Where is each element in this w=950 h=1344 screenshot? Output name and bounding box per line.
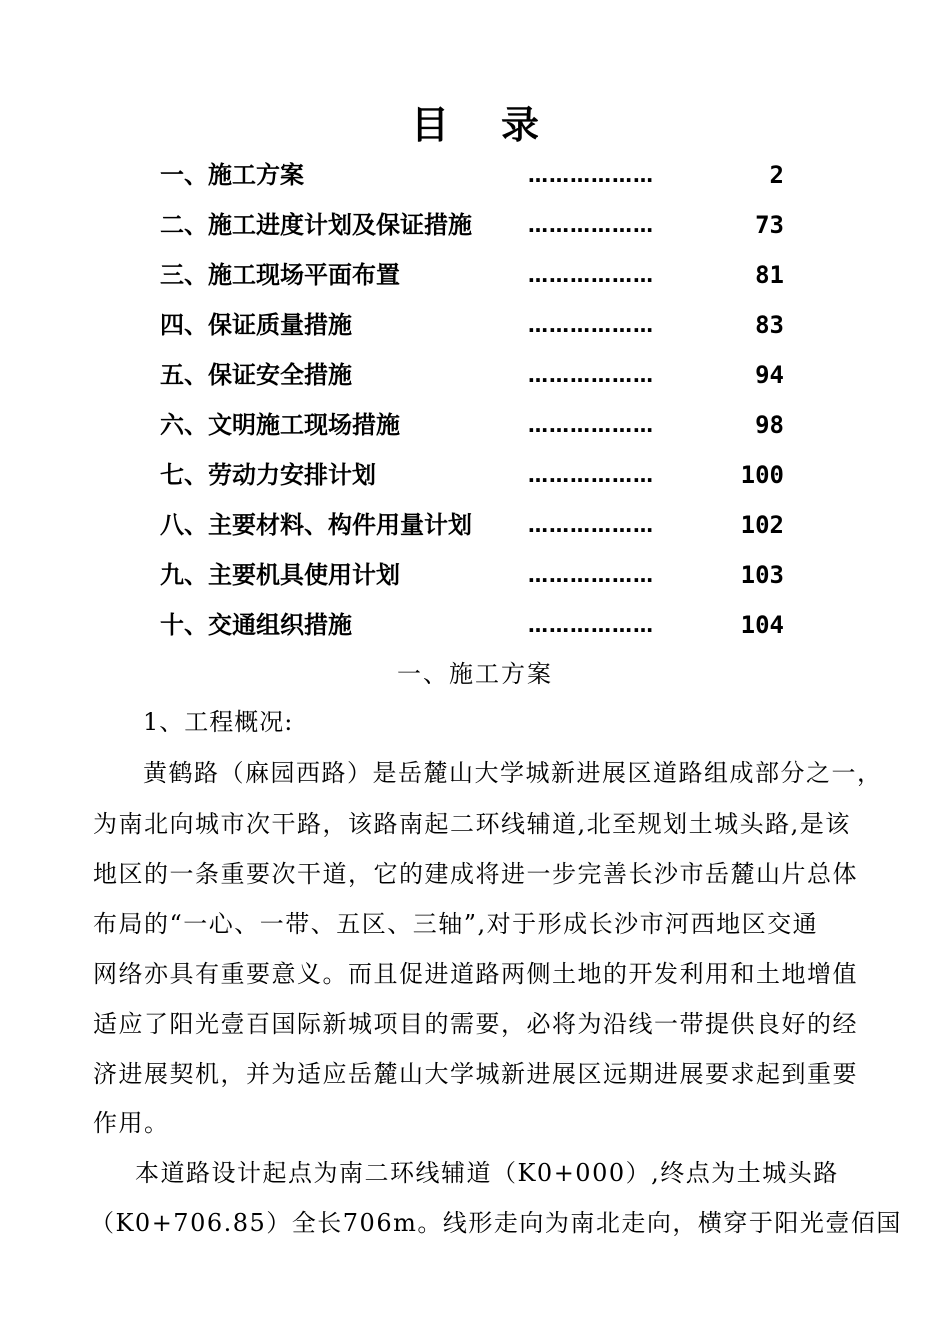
toc-entry-label: 七、劳动力安排计划 xyxy=(160,461,376,489)
toc-entry-label: 九、主要机具使用计划 xyxy=(160,561,400,589)
toc-entry-page: 100 xyxy=(740,461,784,489)
toc-entry-leader: ……………… xyxy=(528,513,654,537)
paragraph-line: 为南北向城市次干路，该路南起二环线辅道,北至规划土城头路,是该 xyxy=(93,810,851,838)
toc-entry[interactable] xyxy=(0,360,950,390)
toc-entry[interactable] xyxy=(0,310,950,340)
toc-entry-leader: ……………… xyxy=(528,163,654,187)
paragraph-line: 黄鹤路（麻园西路）是岳麓山大学城新进展区道路组成部分之一， xyxy=(143,759,883,787)
toc-title: 目录 xyxy=(410,103,591,147)
toc-entry-label: 四、保证质量措施 xyxy=(160,311,352,339)
toc-entry-label: 三、施工现场平面布置 xyxy=(160,261,400,289)
paragraph-line: 网络亦具有重要意义。而且促进道路两侧土地的开发利用和土地增值 xyxy=(93,960,858,988)
toc-entry[interactable] xyxy=(0,260,950,290)
toc-entry-leader: ……………… xyxy=(528,563,654,587)
toc-entry-page: 83 xyxy=(755,311,784,339)
toc-entry-page: 103 xyxy=(740,561,784,589)
toc-entry-page: 104 xyxy=(740,611,784,639)
section-heading: 一、施工方案 xyxy=(397,660,553,688)
toc-entry-leader: ……………… xyxy=(528,363,654,387)
toc-entry-page: 102 xyxy=(740,511,784,539)
toc-entry[interactable] xyxy=(0,210,950,240)
toc-entry-leader: ……………… xyxy=(528,413,654,437)
paragraph-line: 地区的一条重要次干道，它的建成将进一步完善长沙市岳麓山片总体 xyxy=(93,860,858,888)
toc-entry-page: 94 xyxy=(755,361,784,389)
toc-entry[interactable] xyxy=(0,410,950,440)
toc-entry-page: 73 xyxy=(755,211,784,239)
paragraph-line: 本道路设计起点为南二环线辅道（K0+000）,终点为土城头路 xyxy=(135,1159,839,1187)
toc-entry[interactable] xyxy=(0,610,950,640)
toc-entry-label: 一、施工方案 xyxy=(160,161,304,189)
paragraph-line: （K0+706.85）全长706m。线形走向为南北走向，横穿于阳光壹佰国 xyxy=(90,1209,902,1237)
toc-entry-label: 十、交通组织措施 xyxy=(160,611,352,639)
toc-entry-label: 五、保证安全措施 xyxy=(160,361,352,389)
toc-entry-label: 八、主要材料、构件用量计划 xyxy=(160,511,472,539)
toc-entry-page: 98 xyxy=(755,411,784,439)
toc-entry-page: 81 xyxy=(755,261,784,289)
toc-entry-page: 2 xyxy=(769,161,784,189)
paragraph-line: 作用。 xyxy=(93,1109,170,1137)
toc-entry[interactable] xyxy=(0,510,950,540)
toc-entry-leader: ……………… xyxy=(528,613,654,637)
toc-entry-label: 二、施工进度计划及保证措施 xyxy=(160,211,472,239)
toc-entry-leader: ……………… xyxy=(528,263,654,287)
toc-entry[interactable] xyxy=(0,460,950,490)
paragraph-line: 适应了阳光壹百国际新城项目的需要，必将为沿线一带提供良好的经 xyxy=(93,1010,858,1038)
toc-entry-label: 六、文明施工现场措施 xyxy=(160,411,400,439)
toc-entry-leader: ……………… xyxy=(528,463,654,487)
toc-entry[interactable] xyxy=(0,160,950,190)
paragraph-line: 济进展契机，并为适应岳麓山大学城新进展区远期进展要求起到重要 xyxy=(93,1060,858,1088)
toc-entry[interactable] xyxy=(0,560,950,590)
paragraph-line: 布局的“一心、一带、五区、三轴”,对于形成长沙市河西地区交通 xyxy=(93,910,819,938)
toc-entry-leader: ……………… xyxy=(528,213,654,237)
sub-heading: 1、工程概况: xyxy=(143,708,294,736)
toc-entry-leader: ……………… xyxy=(528,313,654,337)
